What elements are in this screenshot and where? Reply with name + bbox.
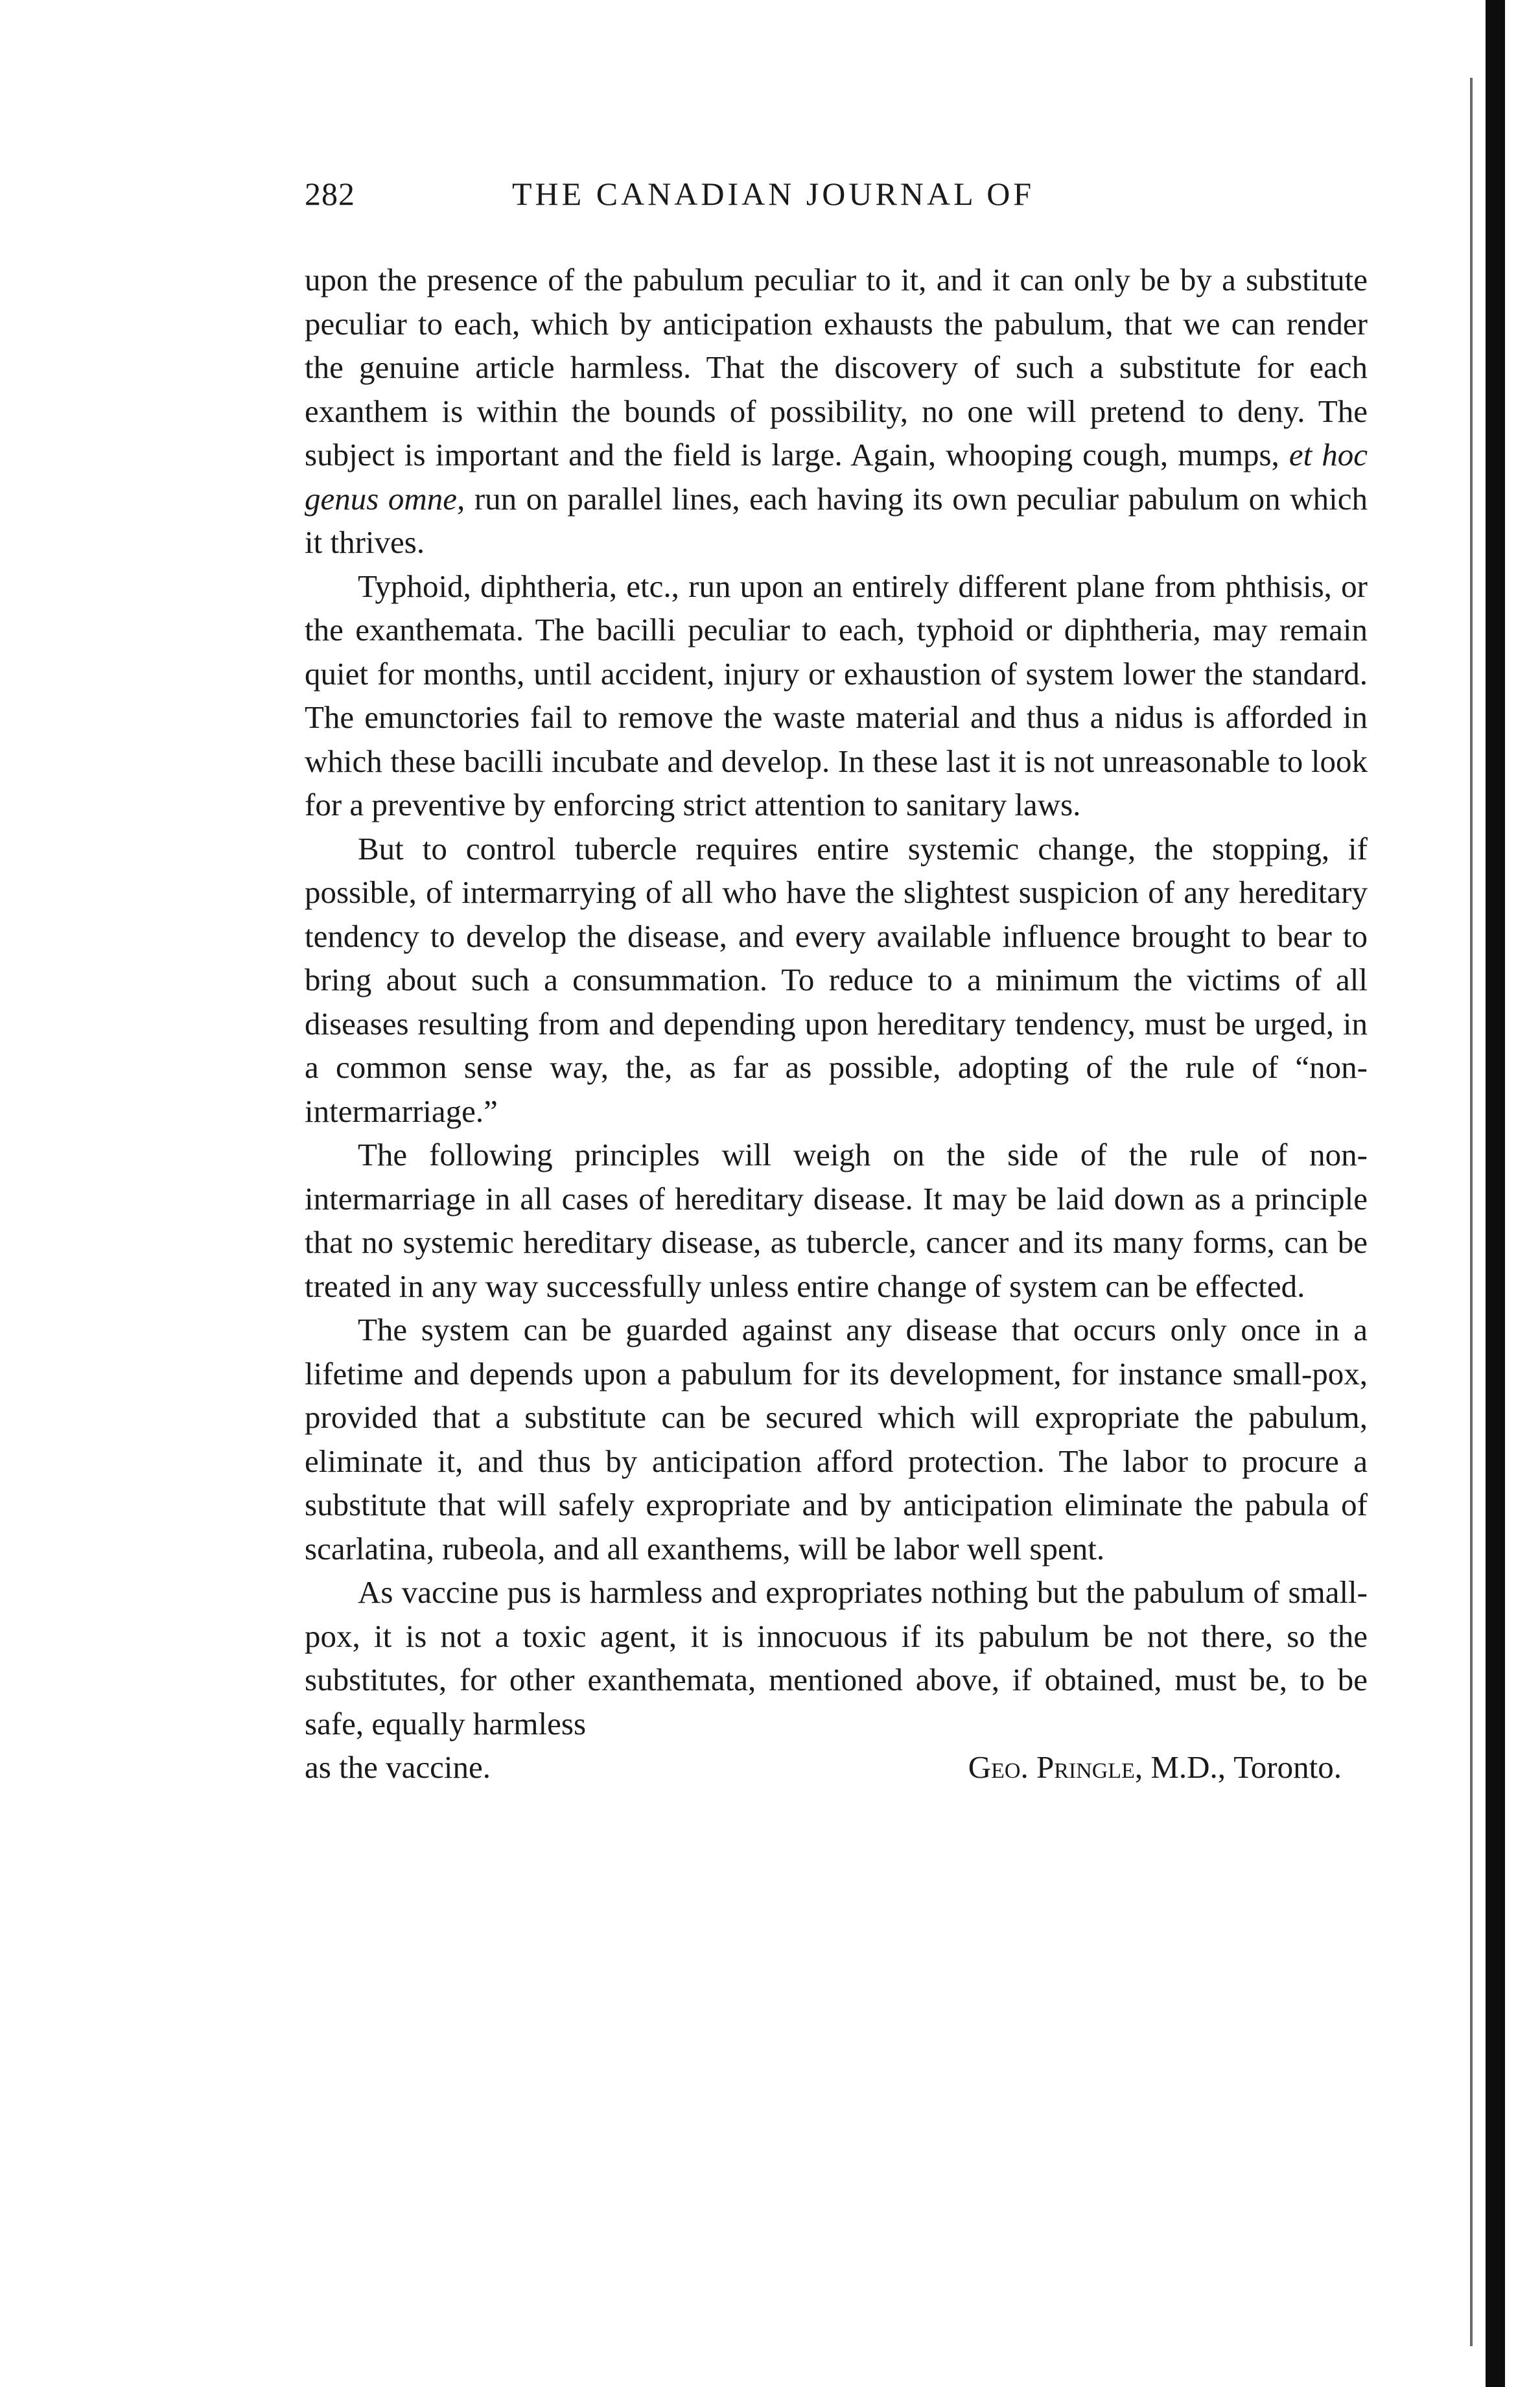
page-edge-shadow (1470, 78, 1473, 2346)
author-name: Geo. Pringle, M.D., (968, 1749, 1226, 1785)
article-body (305, 258, 1368, 1789)
latin-phrase: et hoc genus omne, (305, 437, 1368, 517)
journal-title: THE CANADIAN JOURNAL OF (512, 176, 1035, 212)
closing-text: as the vaccine. (305, 1749, 491, 1785)
paragraph-4: The following principles will weigh on the side of the rule of non-intermarriage in all cases of hereditary disease. It may be laid down as a principle that no systemic hereditary disease, as tubercle, cancer and its many forms, can be treated in any way successfully unless entire change of system can be effected. (305, 1137, 1368, 1304)
author-signature (968, 1745, 1368, 1789)
paragraph-1 (305, 258, 1368, 565)
running-head (305, 175, 1368, 227)
closing-line (305, 1745, 1368, 1789)
paragraph-1-text-a: upon the presence of the pabulum peculiar to it, and it can only be by a substitute peculiar to each, which by anticipation exhausts the pabulum, that we can render the genuine article harmless. That the discovery of such a substitute for each exanthem is within the bounds of possibility, no one will pretend to deny. The subject is important and the field is large. Again, whooping cough, mumps, (305, 262, 1368, 472)
page-number: 282 (305, 176, 355, 212)
paragraph-5: The system can be guarded against any disease that occurs only once in a lifetime and depends upon a pabulum for its development, for instance small-pox, provided that a substitute can be secured which will expropriate the pabulum, eliminate it, and thus by anticipation afford protection. The labor to procure a substitute that will safely expropriate and by anticipation eliminate the pabula of scarlatina, rubeola, and all exanthems, will be labor well spent. (305, 1312, 1368, 1566)
author-place: Toronto. (1233, 1749, 1342, 1785)
paragraph-2: Typhoid, diphtheria, etc., run upon an entirely different plane from phthisis, or the exanthemata. The bacilli peculiar to each, typhoid or diphtheria, may remain quiet for months, until accident, injury or exhaustion of system lower the standard. The emunctories fail to remove the waste material and thus a nidus is afforded in which these bacilli incubate and develop. In these last it is not unreasonable to look for a preventive by enforcing strict attention to sanitary laws. (305, 568, 1368, 822)
scan-border (1486, 0, 1505, 2387)
journal-page (305, 175, 1368, 1789)
paragraph-6: As vaccine pus is harmless and expropriates nothing but the pabulum of small-pox, it is not a toxic agent, it is innocuous if its pabulum be not there, so the substitutes, for other exanthemata, mentioned above, if obtained, must be, to be safe, equally harmless (305, 1574, 1368, 1741)
paragraph-3: But to control tubercle requires entire systemic change, the stopping, if possible, of intermarrying of all who have the slightest suspicion of any hereditary tendency to develop the disease, and every available influence brought to bear to bring about such a consummation. To reduce to a minimum the victims of all diseases resulting from and depending upon hereditary tendency, must be urged, in a common sense way, the, as far as possible, adopting of the rule of “non-intermarriage.” (305, 830, 1368, 1129)
paragraph-1-text-b: run on parallel lines, each having its own peculiar pabulum on which it thrives. (305, 480, 1368, 560)
